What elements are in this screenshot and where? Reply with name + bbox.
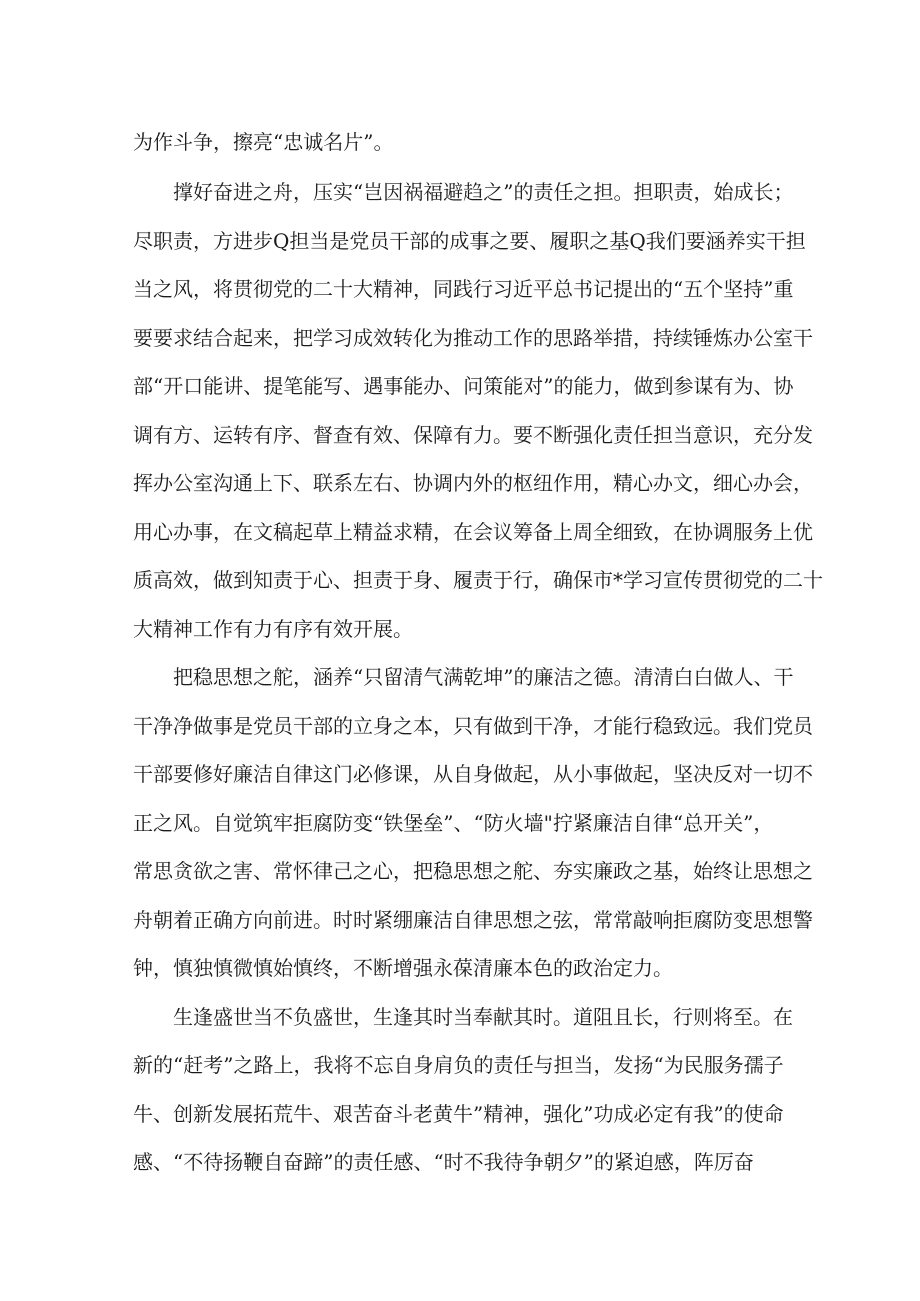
- text-line: 用心办事，在文稿起草上精益求精，在会议筹备上周全细致，在协调服务上优: [133, 520, 813, 544]
- text-line: 撑好奋进之舟，压实“岂因祸福避趋之”的责任之担。担职责，始成长；: [173, 180, 794, 204]
- text-line: 新的“赶考”之路上，我将不忘自身肩负的责任与担当，发扬“为民服务孺子: [133, 1053, 784, 1077]
- text-line: 质高效，做到知责于心、担责于身、履责于行，确保市*学习宣传贯彻党的二十: [133, 568, 823, 592]
- text-line: 牛、创新发展拓荒牛、艰苦奋斗老黄牛”精神，强化”功成必定有我”的使命: [133, 1102, 784, 1126]
- text-line: 尽职责，方进步Q担当是党员干部的成事之要、履职之基Q我们要涵养实干担: [133, 229, 806, 253]
- text-line: 当之风，将贯彻党的二十大精神，同践行习近平总书记提出的“五个坚持”重: [133, 277, 794, 301]
- text-line: 调有方、运转有序、督查有效、保障有力。要不断强化责任担当意识，充分发: [133, 423, 813, 447]
- text-line: 为作斗争，擦亮“忠诚名片”。: [133, 130, 394, 154]
- text-line: 大精神工作有力有序有效开展。: [133, 617, 413, 641]
- text-line: 部“开口能讲、提笔能写、遇事能办、问策能对”的能力，做到参谋有为、协: [133, 374, 794, 398]
- text-line: 干部要修好廉洁自律这门必修课，从自身做起，从小事做起，坚决反对一切不: [133, 762, 813, 786]
- text-line: 要要求结合起来，把学习成效转化为推动工作的思路举措，持续锤炼办公室干: [133, 326, 813, 350]
- text-line: 舟朝着正确方向前进。时时紧绷廉洁自律思想之弦，常常敲响拒腐防变思想警: [133, 908, 813, 932]
- text-line: 常思贪欲之害、常怀律己之心，把稳思想之舵、夯实廉政之基，始终让思想之: [133, 859, 813, 883]
- text-line: 钟，慎独慎微慎始慎终，不断增强永葆清廉本色的政治定力。: [133, 956, 673, 980]
- text-line: 生逢盛世当不负盛世，生逢其时当奉献其时。道阻且长，行则将至。在: [173, 1005, 793, 1029]
- text-line: 干净净做事是党员干部的立身之本，只有做到干净，才能行稳致远。我们党员: [133, 714, 813, 738]
- text-line: 正之风。自觉筑牢拒腐防变“铁堡垒”、“防火墙"拧紧廉洁自律“总开关”，: [133, 811, 774, 835]
- text-line: 感、“不待扬鞭自奋蹄”的责任感、“时不我待争朝夕”的紧迫感，阵厉奋: [133, 1150, 754, 1174]
- text-line: 挥办公室沟通上下、联系左右、协调内外的枢纽作用，精心办文，细心办会，: [133, 471, 813, 495]
- text-line: 把稳思想之舵，涵养“只留清气满乾坤”的廉洁之德。清清白白做人、干: [173, 665, 794, 689]
